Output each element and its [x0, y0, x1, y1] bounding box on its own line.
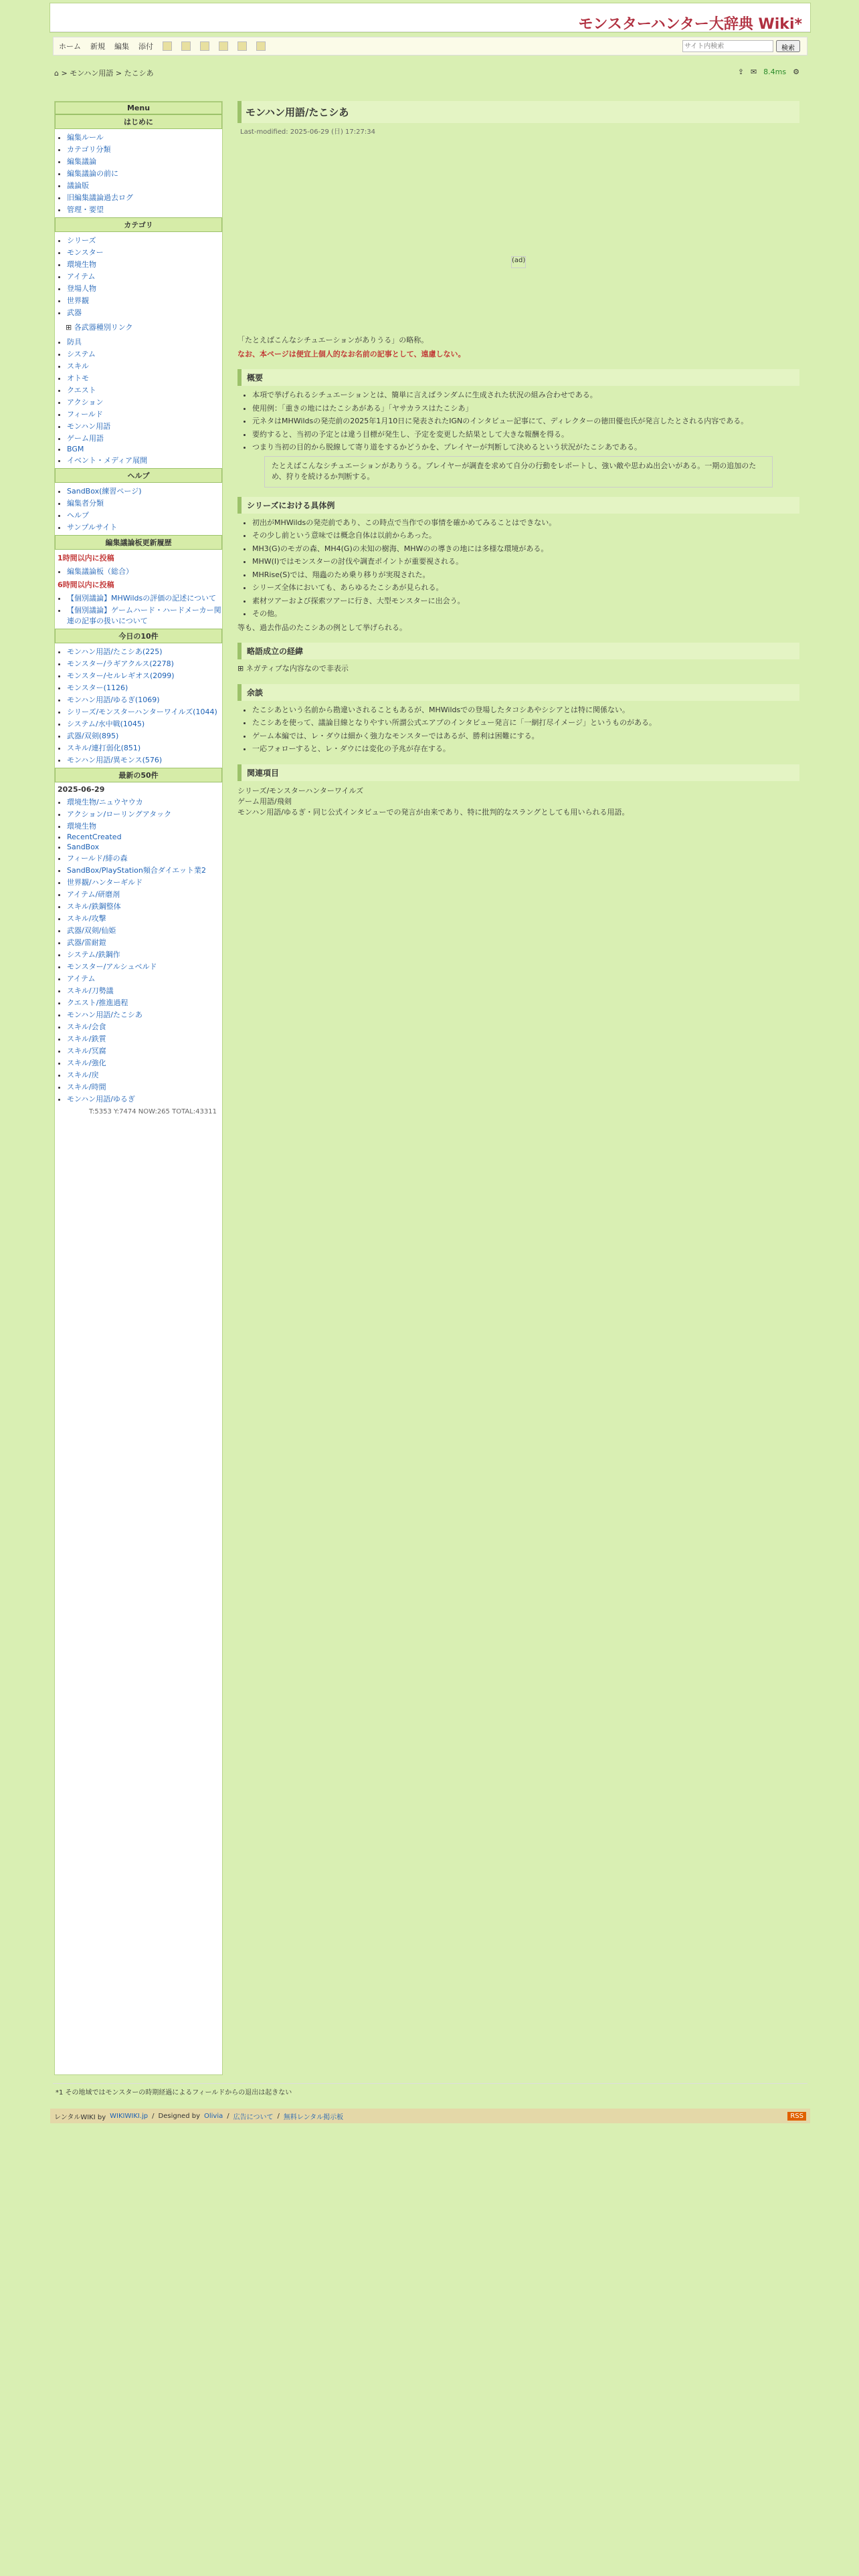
list-link[interactable]: アイテム — [67, 272, 96, 281]
list-link[interactable]: 【個別議論】ゲームハード・ハードメーカー関連の記事の扱いについて — [67, 606, 221, 625]
sidebar-menu-title: Menu — [55, 102, 222, 114]
list-item[interactable] — [67, 1045, 222, 1056]
site-title[interactable]: モンスターハンター大辞典 Wiki* — [578, 16, 802, 33]
list-link[interactable]: 武器/双剣/仙姫 — [67, 926, 116, 935]
list-item: • つまり当初の目的から脱線して寄り道をするかどうかを、プレイヤーが判断して決めるという状況がたこシあである。 — [252, 442, 799, 453]
list-item[interactable] — [67, 796, 222, 807]
list-link[interactable]: スキル/強化 — [67, 1059, 106, 1067]
list-link[interactable]: 防具 — [67, 338, 82, 346]
list-item: • MH3(G)のモガの森、MH4(G)の未知の樹海、MHWのの導きの地には多様な環境がある。 — [252, 544, 799, 555]
list-item[interactable] — [67, 997, 222, 1008]
list-item[interactable] — [67, 1033, 222, 1044]
tool-icon[interactable] — [237, 41, 247, 51]
sidebar-help-head: ヘルプ — [55, 468, 222, 483]
list-link[interactable]: モンスター/セルレギオス(2099) — [67, 671, 175, 680]
list-item[interactable] — [67, 295, 222, 306]
section-overview: 概要 — [237, 369, 799, 386]
latest-list — [67, 796, 222, 1104]
list-link[interactable]: ヘルプ — [67, 511, 89, 520]
list-item: • MHRise(S)では、翔蟲のため乗り移りが実現された。 — [252, 570, 799, 581]
footer-ad-link[interactable]: 広告について — [233, 2113, 274, 2121]
list-link[interactable]: モンハン用語/ゆるぎ(1069) — [67, 695, 160, 704]
list-item[interactable] — [67, 937, 222, 948]
list-item[interactable] — [67, 913, 222, 924]
list-item[interactable] — [67, 336, 222, 347]
list-item[interactable] — [67, 865, 222, 875]
list-item[interactable] — [67, 961, 222, 972]
list-link[interactable]: アクション/ローリングアタック — [67, 810, 172, 819]
list-item: • 要約すると、当初の予定とは違う目標が発生し、予定を変更した結果として大きな報酬を得る。 — [252, 429, 799, 441]
list-item[interactable] — [67, 646, 222, 657]
list-item: • 使用例：「重きの地にはたこシあがある」「ヤサカラスはたこシあ」 — [252, 403, 799, 415]
list-item: • 素材ツアーおよび探索ツアーに行き、大型モンスターに出会う。 — [252, 596, 799, 607]
nav-attach[interactable]: 添付 — [138, 42, 153, 51]
list-item[interactable] — [67, 605, 222, 626]
list-link[interactable]: スキル/時間 — [67, 1083, 106, 1091]
footer-rental-link[interactable]: 無料レンタル掲示板 — [283, 2113, 344, 2121]
footer-powered: レンタルWIKI by — [54, 2113, 106, 2121]
list-link[interactable]: モンハン用語/異モンス(576) — [67, 756, 163, 764]
list-item[interactable] — [67, 168, 222, 179]
list-item: • 初出がMHWildsの発売前であり、この時点で当作での事情を確かめてみることはできない。 — [252, 518, 799, 529]
intro-line2: なお、本ページは便宜上個人的なお名前の記事として、遠慮しない。 — [237, 349, 466, 358]
crumb-right — [738, 68, 799, 76]
list-item[interactable] — [67, 445, 222, 453]
list-item[interactable] — [67, 833, 222, 841]
list-item[interactable] — [67, 397, 222, 407]
list-link[interactable]: 編集者分類 — [67, 499, 104, 508]
section-misc: 余談 — [237, 684, 799, 701]
list-link[interactable]: SandBox/PlayStation頻合ダイエット業2 — [67, 866, 206, 875]
list-link[interactable]: シリーズ/モンスターハンターワイルズ(1044) — [67, 708, 217, 716]
list-link[interactable]: 環境生物 — [67, 260, 96, 269]
tool-icon[interactable] — [200, 41, 209, 51]
list-link[interactable]: モンハン用語/たこシあ — [67, 1010, 142, 1019]
list-item[interactable] — [67, 853, 222, 863]
list-item[interactable] — [67, 433, 222, 443]
list-item[interactable] — [67, 877, 222, 887]
list-item[interactable] — [67, 670, 222, 681]
list-link[interactable]: システム/鉄鋼作 — [67, 950, 120, 959]
list-item[interactable] — [67, 204, 222, 215]
search-button[interactable]: 検索 — [776, 40, 800, 52]
list-item[interactable] — [67, 271, 222, 282]
list-link[interactable]: スキル/戻 — [67, 1071, 99, 1079]
list-link[interactable]: スキル/刀勢議 — [67, 986, 114, 995]
list-link[interactable]: アイテム — [67, 974, 96, 983]
footer: レンタルWIKI by WIKIWIKI.jp / Designed by Olivia / 広告について / 無料レンタル掲示板 RSS — [50, 2109, 810, 2123]
list-link[interactable]: モンスター/アルシュベルド — [67, 962, 157, 971]
list-link[interactable]: 議論版 — [67, 181, 89, 190]
list-item: • MHW(I)ではモンスターの討伐や調査ポイントが重要視される。 — [252, 556, 799, 568]
list-item[interactable] — [67, 682, 222, 693]
page-title: モンハン用語/たこシあ — [237, 101, 799, 123]
list-item[interactable] — [67, 843, 222, 851]
list-item[interactable] — [67, 455, 222, 465]
list-item: • シリーズ全体においても、あらゆるたこシあが見られる。 — [252, 582, 799, 594]
main-content — [237, 101, 799, 817]
list-link[interactable]: システム — [67, 350, 96, 358]
list-link[interactable]: 【個別議論】MHWildsの評価の記述について — [67, 594, 217, 603]
list-item[interactable] — [67, 925, 222, 936]
list-link[interactable]: イベント・メディア展開 — [67, 456, 148, 465]
list-item[interactable] — [67, 730, 222, 741]
access-counts: T:5353 Y:7474 NOW:265 TOTAL:43311 — [89, 1108, 217, 1115]
sidebar-category-head: カテゴリ — [55, 217, 222, 232]
cat-list2 — [67, 336, 222, 465]
list-item: • 本項で挙げられるシチュエーションとは、簡単に言えばランダムに生成された状況の組み合わせである。 — [252, 390, 799, 401]
list-link[interactable]: モンスター/ラギアクルス(2278) — [67, 659, 174, 668]
search-bar — [682, 40, 800, 52]
list-link[interactable]: モンハン用語/ゆるぎ — [67, 1095, 135, 1103]
list-link[interactable]: 世界観/ハンターギルド — [67, 878, 143, 887]
list-item: • その他。 — [252, 609, 799, 620]
origin-toggle[interactable]: ⊞ ネガティブな内容なので非表示 — [237, 664, 349, 673]
list-link[interactable]: アイテム/研磨剤 — [67, 890, 120, 899]
section-origin: 略語成立の経緯 — [237, 643, 799, 659]
list-link[interactable]: 武器 — [67, 308, 82, 317]
list-item: • その少し前という意味では概念自体は以前からあった。 — [252, 530, 799, 542]
footer-designed: Designed by — [158, 2112, 200, 2120]
tool-icon[interactable] — [163, 41, 172, 51]
list-item[interactable] — [67, 421, 222, 431]
list-link[interactable]: モンスター — [67, 248, 104, 257]
list-item[interactable] — [67, 247, 222, 257]
crumb-root[interactable]: モンハン用語 — [70, 69, 114, 78]
list-link[interactable]: 武器/雷耐鎧 — [67, 938, 106, 947]
list-item[interactable] — [67, 1021, 222, 1032]
other-link-text[interactable]: 各武器種別リンク — [74, 323, 133, 332]
list-item[interactable] — [67, 742, 222, 753]
list-item[interactable] — [67, 593, 222, 603]
tool-icon[interactable] — [256, 41, 266, 51]
examples-list — [252, 518, 799, 620]
list-link[interactable]: 環境生物 — [67, 822, 96, 831]
list-link[interactable]: BGM — [67, 445, 84, 453]
list-item[interactable] — [67, 566, 222, 576]
list-item[interactable] — [67, 510, 222, 520]
list-link[interactable]: 編集議論 — [67, 157, 96, 166]
list-item[interactable] — [67, 360, 222, 371]
examples-note: 等も、過去作品のたこシあの例として挙げられる。 — [237, 623, 407, 632]
search-input[interactable] — [682, 40, 773, 52]
list-link[interactable]: RecentCreated — [67, 833, 122, 841]
list-link[interactable]: シリーズ — [67, 236, 96, 245]
cat-list — [67, 235, 222, 318]
list-link[interactable]: 管理・要望 — [67, 205, 104, 214]
timing-text: 8.4ms — [763, 68, 787, 76]
list-item[interactable] — [67, 1093, 222, 1104]
footer-wikiwiki-link[interactable]: WIKIWIKI.jp — [110, 2112, 149, 2120]
latest50-head: 最新の50件 — [55, 768, 222, 782]
list-link[interactable]: 登場人物 — [67, 284, 96, 293]
overview-list — [252, 390, 799, 453]
list-item[interactable] — [67, 754, 222, 765]
list-item: • 一応フォローすると、レ・ダウには変化の予兆が存在する。 — [252, 744, 799, 755]
quote-box: たとえばこんなシチュエーションがありうる。プレイヤーが調査を求めて自分の行動をレポートし、強い敵や思わぬ出会いがある。一期の追加のため、狩りを続けるか判断する。 — [264, 456, 773, 488]
list-item[interactable] — [67, 409, 222, 419]
mail-icon[interactable]: ✉ — [750, 68, 757, 76]
list-item[interactable] — [67, 307, 222, 318]
list-link[interactable]: オトモ — [67, 374, 89, 383]
list-link[interactable]: モンスター(1126) — [67, 683, 128, 692]
list-link[interactable]: スキル/鉄鋼整体 — [67, 902, 121, 911]
list-item[interactable] — [67, 1081, 222, 1092]
list-link[interactable]: ゲーム用語 — [67, 434, 104, 443]
home-icon[interactable]: ⌂ — [54, 69, 59, 78]
list-link[interactable]: スキル/連打弱化(851) — [67, 744, 141, 752]
list-link[interactable]: 編集ルール — [67, 133, 104, 142]
list-link[interactable]: クエスト/推進過程 — [67, 998, 128, 1007]
top-nav — [53, 37, 807, 56]
list-item[interactable] — [67, 1009, 222, 1020]
sidebar-intro-head: はじめに — [55, 114, 222, 129]
list-item[interactable] — [67, 498, 222, 508]
list-link[interactable]: クエスト — [67, 386, 96, 395]
list-link[interactable]: 環境生物/ニュウヤウカ — [67, 798, 143, 807]
recent-6h-head: 6時間以内に投稿 — [58, 580, 114, 589]
list-item[interactable] — [67, 973, 222, 984]
list-item[interactable] — [67, 949, 222, 960]
list-item[interactable] — [67, 718, 222, 729]
list-item[interactable] — [67, 901, 222, 911]
list-link[interactable]: SandBox — [67, 843, 100, 851]
list-item[interactable] — [67, 144, 222, 154]
list-link[interactable]: フィールド/緋の森 — [67, 854, 128, 863]
footer-designer-link[interactable]: Olivia — [204, 2112, 223, 2120]
list-link[interactable]: アクション — [67, 398, 104, 407]
related-item[interactable]: モンハン用語/ゆるぎ・同じ公式インタビューでの発言が由来であり、特に批判的なスラングとしても用いられる用語。 — [237, 807, 630, 817]
last-modified: Last-modified: 2025-06-29 (日) 17:27:34 — [240, 128, 375, 136]
footnote: *1 その地域ではモンスターの時期経過によるフィールドからの退出は起きない — [53, 2083, 807, 2099]
list-item[interactable] — [67, 235, 222, 245]
list-item[interactable] — [67, 192, 222, 203]
related-item[interactable]: ゲーム用語/飛剣 — [237, 796, 292, 806]
breadcrumb: ⌂ > モンハン用語 > たこシあ — [54, 69, 154, 78]
list-item[interactable] — [67, 372, 222, 383]
list-link[interactable]: スキル/会食 — [67, 1023, 106, 1031]
list-link[interactable]: サンプルサイト — [67, 523, 118, 532]
nav-home[interactable]: ホーム — [59, 42, 81, 51]
latest-date: 2025-06-29 — [58, 785, 105, 794]
list-item[interactable] — [67, 985, 222, 996]
list-item[interactable] — [67, 1069, 222, 1080]
list-item[interactable] — [67, 889, 222, 899]
list-item[interactable] — [67, 658, 222, 669]
list-item[interactable] — [67, 706, 222, 717]
intro-list — [67, 132, 222, 215]
page — [50, 3, 811, 2121]
list-item[interactable] — [67, 385, 222, 395]
section-examples: シリーズにおける具体例 — [237, 497, 799, 514]
list-item[interactable] — [67, 1057, 222, 1068]
list-item: • たこシあを使って、議論目線となりやすい所謂公式エアプのインタビュー発言に「一網打尽イメージ」というものがある。 — [252, 718, 799, 729]
list-link[interactable]: 武器/双剣(895) — [67, 732, 119, 740]
misc-list — [252, 705, 799, 755]
share-icon[interactable]: ⇪ — [737, 68, 744, 76]
list-item: • 元ネタはMHWildsの発売前の2025年1月10日に発表されたIGNのインタビュー記事にて、ディレクターの徳田優也氏が発言したとされる内容である。 — [252, 416, 799, 427]
r1-list — [67, 566, 222, 576]
help-list — [67, 486, 222, 532]
list-link[interactable]: スキル — [67, 362, 89, 370]
title-bar — [50, 3, 810, 32]
list-link[interactable]: スキル/鉄質 — [67, 1035, 106, 1043]
list-item: • ゲーム本編では、レ・ダウは細かく強力なモンスターではあるが、勝利は困難にする。 — [252, 731, 799, 742]
list-item[interactable] — [67, 283, 222, 294]
list-link[interactable]: モンハン用語 — [67, 422, 111, 431]
list-link[interactable]: 旧編集議論過去ログ — [67, 193, 133, 202]
ad-slot: (ad) — [511, 256, 526, 268]
list-link[interactable]: カテゴリ分類 — [67, 145, 111, 154]
list-item: • たこシあという名前から勘違いされることもあるが、MHWildsでの登場したタコシあやシシアとは特に関係ない。 — [252, 705, 799, 716]
list-item[interactable] — [67, 694, 222, 705]
r6-list — [67, 593, 222, 626]
list-item[interactable] — [67, 132, 222, 142]
origin-toggle-text[interactable]: ネガティブな内容なので非表示 — [246, 664, 349, 673]
list-link[interactable]: モンハン用語/たこシあ(225) — [67, 647, 163, 656]
nav-edit[interactable]: 編集 — [114, 42, 129, 51]
list-link[interactable]: 編集議論板（総合） — [67, 567, 133, 576]
list-link[interactable]: 世界観 — [67, 296, 89, 305]
tool-icon[interactable] — [219, 41, 228, 51]
intro-line1: 「たとえばこんなシチュエーションがありうる」の略称。 — [237, 336, 429, 344]
list-item[interactable] — [67, 156, 222, 167]
related-item[interactable]: シリーズ/モンスターハンターワイルズ — [237, 786, 364, 795]
list-link[interactable]: フィールド — [67, 410, 103, 419]
list-item[interactable] — [67, 809, 222, 819]
sidebar — [54, 101, 223, 2075]
list-link[interactable]: システム/水中戦(1045) — [67, 720, 145, 728]
gear-icon[interactable]: ⚙ — [793, 68, 799, 76]
section-related: 関連項目 — [237, 764, 799, 781]
list-item[interactable] — [67, 522, 222, 532]
list-item[interactable] — [67, 259, 222, 270]
list-link[interactable]: スキル/冥腐 — [67, 1047, 106, 1055]
today10-head: 今日の10件 — [55, 629, 222, 643]
list-link[interactable]: SandBox(練習ページ) — [67, 487, 142, 496]
other-link[interactable]: ⊞ 各武器種別リンク — [66, 323, 133, 332]
list-link[interactable]: 編集議論の前に — [67, 169, 118, 178]
related-list — [237, 785, 799, 817]
today-list — [67, 646, 222, 765]
recent-1h-head: 1時間以内に投稿 — [58, 554, 114, 562]
list-link[interactable]: スキル/攻撃 — [67, 914, 106, 923]
list-item[interactable] — [67, 821, 222, 831]
nav-new[interactable]: 新規 — [90, 42, 105, 51]
tool-icon[interactable] — [181, 41, 191, 51]
crumb-leaf: たこシあ — [124, 69, 154, 78]
list-item[interactable] — [67, 180, 222, 191]
list-item[interactable] — [67, 348, 222, 359]
rss-badge[interactable]: RSS — [787, 2112, 806, 2121]
sidebar-recent-head: 編集議論板更新履歴 — [55, 535, 222, 550]
list-item[interactable] — [67, 486, 222, 496]
